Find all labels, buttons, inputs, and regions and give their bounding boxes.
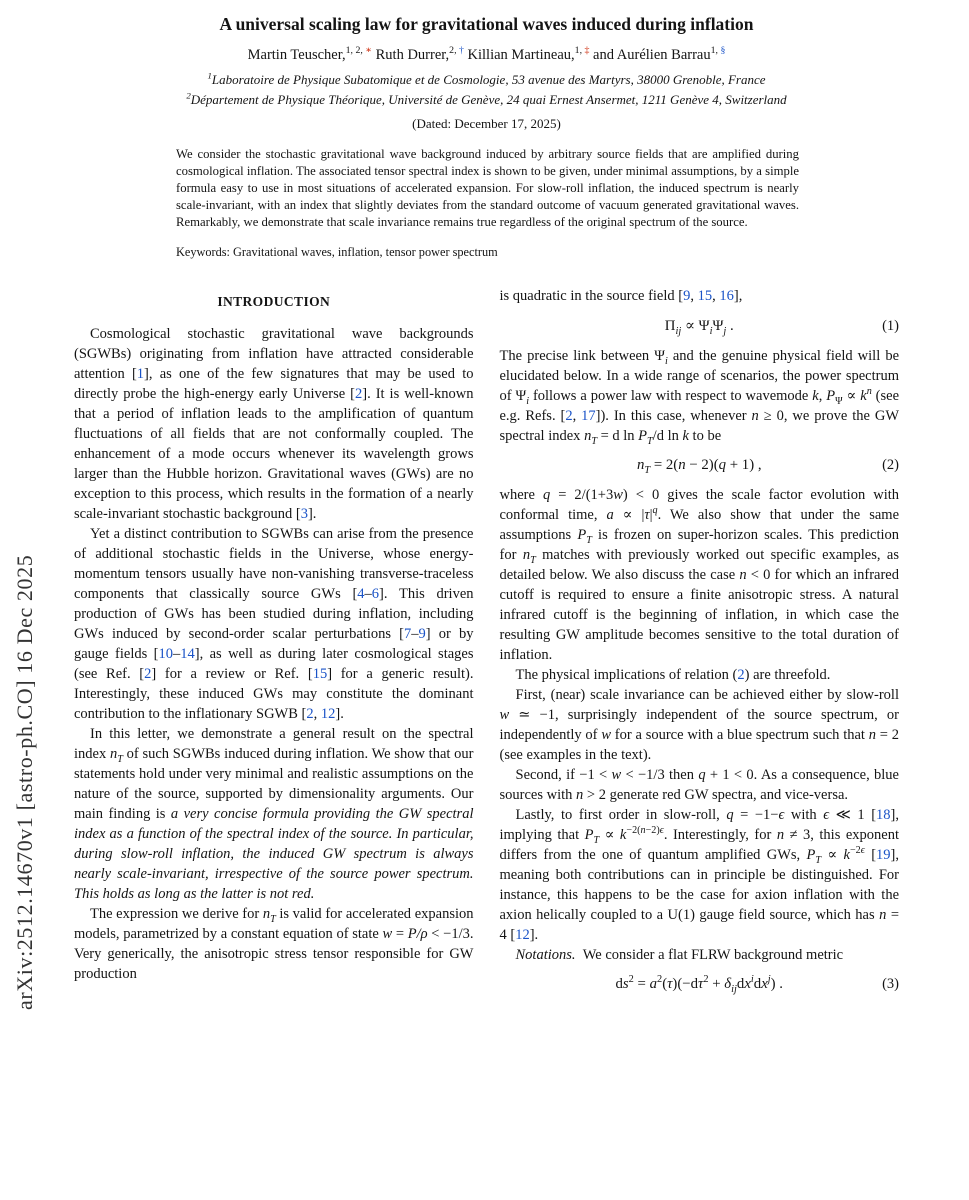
abstract-text: We consider the stochastic gravitational wave background induced by arbitrary source fields that are amplified during cosmological inflation. The associated tensor spectral index is shown to be given, under minimal assumptions, by a simple formula easy to use in most situations of accelerated expansion. For slow-roll inflation, the induced spectrum is nearly scale-invariant, with an index that slightly deviates from the standard outcome of vacuum generated gravitational waves. Remarkably, we demonstrate that scale invariance remains true regardless of the original spectrum of the source. [176,147,799,229]
citation-link[interactable]: 19 [876,847,891,864]
citation-link[interactable]: 2 [306,706,314,723]
citation-link[interactable]: 1 [136,366,145,383]
paragraph-intro-1: Cosmological stochastic gravitational wave backgrounds (SGWBs) originating from inflation have attracted considerable attention [1], as one of the few signatures that may be used to directly probe the high-energy early Universe [2]. It is well-known that a period of inflation leads to the amplification of quantum fluctuations of all fields that are not conformally coupled. The enhancement of a mode occurs whenever its wavelength grows larger than the Hubble horizon. Gravitational waves (GWs) are no exception to this process, which results in the formation of a nearly scale-invariant stochastic background [3]. [74,326,474,523]
equation-3-body: $ds^2 = a^2(\tau)(-d\tau^2 + \delta_{ij}dx^idx^j)$ . [615,974,783,996]
paragraph-first-point: First, (near) scale invariance can be achieved either by slow-roll w ≃ −1, surprisingly independent of the source spectrum, or independently of w for a source with a blue spectrum such that n = 2 (see examples in the text). [499,687,899,764]
citation-link[interactable]: 2 [565,408,573,425]
equation-1-body: $\Pi_{ij} \propto \Psi_i\Psi_j$ . [664,318,734,338]
citation-link[interactable]: 2 [144,666,152,683]
equation-3 [500,974,900,996]
paragraph-implications: The physical implications of relation (2) are threefold. [515,667,831,684]
author-footnote-mark[interactable]: † [458,45,464,57]
arxiv-stamp: arXiv:2512.14670v1 [astro-ph.CO] 16 Dec 2025 [12,554,37,1010]
citation-link[interactable]: 15 [697,288,713,305]
paragraph-notations: Notations. We consider a flat FLRW background metric [515,947,844,964]
paragraph-intro-2: Yet a distinct contribution to SGWBs can arise from the presence of additional stochastic fields in the Universe, whose energy-momentum tensors usually have non-vanishing transverse-traceless components that classically source GWs [4–6]. This driven production of GWs has been studied during inflation, including GWs induced by second-order scalar perturbations [7–9] or by gauge fields [10–14], as well as during later cosmological stages (see Ref. [2] for a review or Ref. [15] for a generic result). Interestingly, these induced GWs may constitute the dominant contribution to the inflationary SGWB [2, 12]. [74,526,474,723]
citation-link[interactable]: 17 [581,408,596,425]
paragraph-intro-3: In this letter, we demonstrate a general result on the spectral index $n_T$ of such SGWBs induced during inflation. We show that our statements hold under very minimal and realistic assumptions on the nature of the source, supported by dimensionality arguments. Our main finding is a very concise formula providing the GW spectral index as a function of the spectral index of the source. In particular, during slow-roll inflation, the induced GW spectrum is always nearly scale-invariant, irrespective of the source power spectrum. This holds as long as the latter is not red. [74,726,474,903]
paragraph-after-eq1: The precise link between $\Psi_i$ and the genuine physical field will be elucidated below. In a wide range of scenarios, the power spectrum of $\Psi_i$ follows a power law with respect to wavemode k, $P_\Psi \propto k^n$ (see e.g. Refs. [2, 17]). In this case, whenever n ≥ 0, we prove the GW spectral index $n_T = d$ $\ln P_T/d$ ln k to be [499,348,900,448]
date-line: (Dated: December 17, 2025) [412,116,561,131]
citation-link[interactable]: 10 [158,646,173,663]
citation-link[interactable]: 12 [515,927,530,944]
citation-link[interactable]: 4 [357,586,365,603]
citation-link[interactable]: 6 [371,586,380,603]
paragraph-second-point: Second, if −1 < w < −1/3 then q + 1 < 0. As a consequence, blue sources with n > 2 generate red GW spectra, and vice-versa. [499,767,899,804]
equation-2-body: $n_T = 2(n - 2)(q + 1)$ , [636,457,762,477]
citation-link[interactable]: 9 [683,288,691,305]
citation-link[interactable]: 9 [418,626,426,643]
author-footnote-mark[interactable]: § [720,45,726,57]
equation-1 [500,317,900,338]
equation-2 [500,457,900,477]
right-column [500,286,900,1004]
citation-link[interactable]: 18 [876,807,891,824]
paragraph-after-eq2: where q = 2/(1+3w) < 0 gives the scale factor evolution with conformal time, $a \propto |\tau|^q$. We also show that under the same assumptions $P_T$ is frozen on super-horizon scales. This prediction for $n_T$ matches with previously worked out specific examples, as detailed below. We also discuss the case n < 0 for which an infrared cutoff is required to ensure a finite anisotropic stress. A natural infrared cutoff is the beginning of inflation, in which case the resulting GW amplitude becomes sensitive to the total duration of inflation. [499,487,900,664]
affiliation-2: $^2$Département de Physique Théorique, Université de Genève, 24 quai Ernest Ansermet, 1211 Genève 4, Switzerland [186,90,787,107]
equation-2-number: (2) [882,457,899,474]
equation-1-number: (1) [882,317,899,334]
paper-title: A universal scaling law for gravitational waves induced during inflation [219,14,754,34]
left-column [74,286,474,1004]
affiliations [74,70,899,109]
citation-link[interactable]: 12 [320,706,336,723]
citation-link[interactable]: 3 [300,506,308,523]
citation-link[interactable]: 7 [404,626,412,643]
author-footnote-mark[interactable]: ∗ [365,45,372,57]
citation-link[interactable]: 2 [737,667,745,684]
affiliation-1: $^1$Laboratoire de Physique Subatomique et de Cosmologie, 53 avenue des Martyrs, 38000 Grenoble, France [207,70,766,87]
citation-link[interactable]: 16 [719,288,734,305]
citation-link[interactable]: 14 [180,646,195,663]
paragraph-intro-4: The expression we derive for $n_T$ is valid for accelerated expansion models, parametrized by a constant equation of state w = P/ρ < −1/3. Very generically, the anisotropic stress tensor responsible for GW production [74,906,474,983]
citation-link[interactable]: 2 [354,386,363,403]
two-column-body [74,286,899,1004]
paragraph-lastly-point: Lastly, to first order in slow-roll, q = −1−ϵ with ϵ ≪ 1 [18], implying that $P_T \propto k^{-2(n-2)\epsilon}$. Interestingly, for n ≠ 3, this exponent differs from the one of quantum amplified GWs, $P_T \propto k^{-2\epsilon}$ [19], meaning both contributions can in principle be distinguished. For instance, this happens to be the case for axion inflation with the axion helically coupled to a U(1) gauge field source, which has n = 4 [12]. [499,807,899,944]
keywords-line: Keywords: Gravitational waves, inflation, tensor power spectrum [176,245,498,260]
paragraph-carryover: is quadratic in the source field [9, 15, 16], [499,288,743,305]
author-line: Martin Teuscher,$^{1, 2, ∗}$ Ruth Durrer,$^{2, \dagger}$ Killian Martineau,$^{1, \ddagger}$ and Aurélien Barrau$^{1, \S}$ [247,45,726,63]
citation-link[interactable]: 15 [312,666,328,683]
equation-3-number: (3) [882,976,899,993]
section-heading-introduction: INTRODUCTION [217,294,331,310]
author-footnote-mark[interactable]: ‡ [584,45,590,57]
